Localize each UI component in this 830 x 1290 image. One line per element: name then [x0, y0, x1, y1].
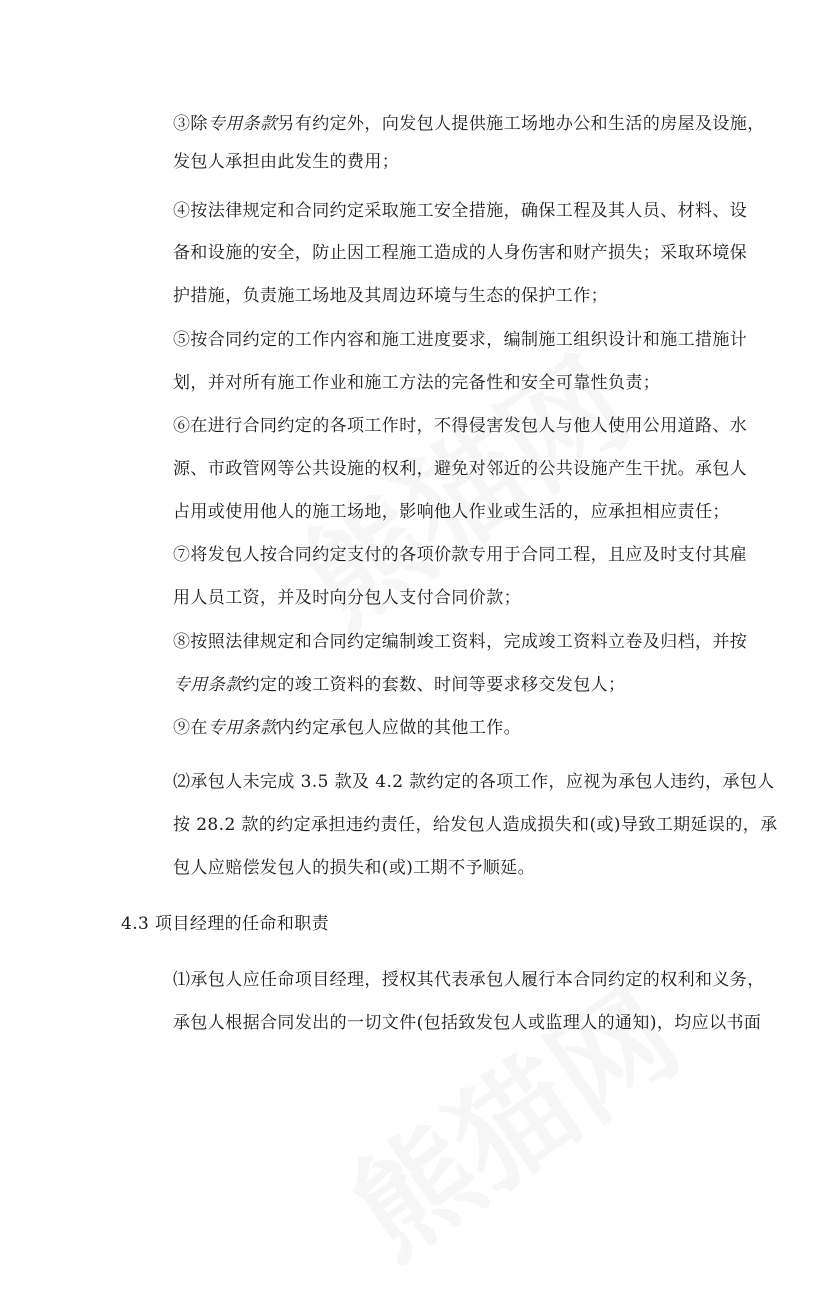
clause-3-line-2: 发包人承担由此发生的费用；	[173, 152, 400, 172]
section-heading-4-3: 4.3 项目经理的任命和职责	[121, 914, 330, 934]
clause-6-line-2: 源、市政管网等公共设施的权利，避免对邻近的公共设施产生干扰。承包人	[173, 459, 748, 479]
clause-4-line-2: 备和设施的安全，防止因工程施工造成的人身伤害和财产损失；采取环境保	[173, 243, 748, 263]
special-terms-ref: 专用条款	[173, 675, 243, 695]
item-2-line-1: ⑵承包人未完成 3.5 款及 4.2 款约定的各项工作，应视为承包人违约，承包人	[173, 772, 775, 792]
item-1-line-1: ⑴承包人应任命项目经理，授权其代表承包人履行本合同约定的权利和义务，	[173, 970, 765, 990]
clause-5-line-1: ⑤按合同约定的工作内容和施工进度要求，编制施工组织设计和施工措施计	[173, 330, 748, 350]
clause-9-line-1: ⑨在专用条款内约定承包人应做的其他工作。	[173, 718, 522, 738]
clause-8-line-2: 专用条款约定的竣工资料的套数、时间等要求移交发包人；	[173, 675, 626, 695]
clause-6-line-1: ⑥在进行合同约定的各项工作时，不得侵害发包人与他人使用公用道路、水	[173, 416, 748, 436]
item-1-line-2: 承包人根据合同发出的一切文件(包括致发包人或监理人的通知)，均应以书面	[173, 1013, 762, 1033]
item-2-line-2: 按 28.2 款的约定承担违约责任，给发包人造成损失和(或)导致工期延误的，承	[173, 815, 778, 835]
clause-4-line-1: ④按法律规定和合同约定采取施工安全措施，确保工程及其人员、材料、设	[173, 201, 748, 221]
item-2-line-3: 包人应赔偿发包人的损失和(或)工期不予顺延。	[173, 858, 536, 878]
clause-4-line-3: 护措施，负责施工场地及其周边环境与生态的保护工作；	[173, 286, 608, 306]
clause-7-line-1: ⑦将发包人按合同约定支付的各项价款专用于合同工程，且应及时支付其雇	[173, 545, 748, 565]
clause-5-line-2: 划，并对所有施工作业和施工方法的完备性和安全可靠性负责；	[173, 373, 661, 393]
watermark	[313, 942, 707, 1289]
clause-8-line-1: ⑧按照法律规定和合同约定编制竣工资料，完成竣工资料立卷及归档，并按	[173, 632, 748, 652]
special-terms-ref: 专用条款	[207, 718, 278, 738]
special-terms-ref: 专用条款	[207, 114, 278, 134]
clause-6-line-3: 占用或使用他人的施工场地，影响他人作业或生活的，应承担相应责任；	[173, 502, 730, 522]
clause-7-line-2: 用人员工资，并及时向分包人支付合同价款；	[173, 588, 521, 608]
clause-3-line-1: ③除专用条款另有约定外，向发包人提供施工场地办公和生活的房屋及设施，	[173, 114, 765, 134]
